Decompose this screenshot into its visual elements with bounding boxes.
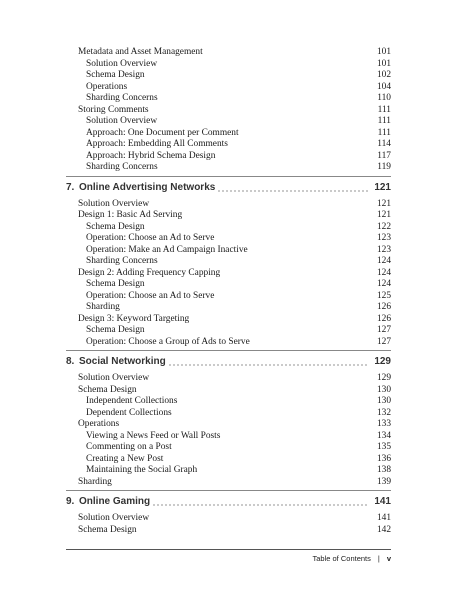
toc-chapter	[0, 495, 457, 509]
toc-entry	[0, 418, 457, 430]
entry-page-number: 124	[376, 267, 391, 278]
footer-separator: |	[377, 554, 380, 563]
entry-title: Approach: Embedding All Comments	[86, 139, 228, 149]
entry-title: Metadata and Asset Management	[78, 47, 203, 57]
toc-entry	[0, 512, 457, 524]
entry-title: Maintaining the Social Graph	[86, 465, 198, 475]
dot-leader	[217, 190, 369, 192]
toc-subentry	[0, 150, 457, 162]
entry-title: Commenting on a Post	[86, 442, 172, 452]
entry-title: Solution Overview	[78, 198, 150, 209]
entry-title: Approach: Hybrid Schema Design	[86, 150, 216, 161]
chapter-title: Online Gaming	[79, 496, 151, 507]
chapter-page-number: 141	[374, 496, 391, 507]
entry-page-number: 124	[376, 279, 391, 289]
entry-title: Schema Design	[78, 384, 137, 395]
dot-leader	[152, 504, 369, 506]
entry-title: Sharding Concerns	[86, 162, 158, 172]
chapter-title: Social Networking	[79, 356, 166, 367]
dot-leader	[168, 364, 369, 366]
toc-entry	[0, 198, 457, 210]
entry-title: Solution Overview	[78, 513, 150, 523]
entry-page-number: 122	[376, 221, 391, 232]
toc-entry	[0, 209, 457, 221]
toc-entry	[0, 104, 457, 116]
chapter-number: 8.	[66, 356, 75, 367]
entry-title: Sharding	[78, 476, 112, 487]
entry-page-number: 114	[377, 139, 391, 149]
toc-subentry	[0, 324, 457, 336]
toc-subentry	[0, 395, 457, 407]
entry-title: Storing Comments	[78, 104, 149, 115]
entry-title: Operation: Choose an Ad to Serve	[86, 290, 215, 301]
chapter-page-number: 129	[374, 356, 391, 367]
entry-page-number: 104	[376, 81, 391, 92]
entry-page-number: 129	[376, 373, 391, 383]
entry-title: Solution Overview	[86, 58, 158, 69]
footer-section-title: Table of Contents	[312, 554, 371, 563]
toc-entry	[0, 46, 457, 58]
entry-title: Viewing a News Feed or Wall Posts	[86, 430, 221, 441]
entry-page-number: 130	[376, 396, 391, 406]
toc-subentry	[0, 407, 457, 419]
entry-title: Design 2: Adding Frequency Capping	[78, 267, 221, 278]
entry-title: Solution Overview	[86, 116, 158, 126]
toc-subentry	[0, 441, 457, 453]
entry-title: Schema Design	[86, 70, 145, 80]
entry-title: Independent Collections	[86, 396, 178, 406]
entry-page-number: 101	[376, 58, 391, 69]
entry-page-number: 126	[376, 313, 391, 324]
entry-title: Operations	[78, 419, 120, 429]
chapter-page-number: 121	[374, 181, 391, 193]
entry-title: Sharding	[86, 302, 120, 312]
toc-subentry	[0, 138, 457, 150]
entry-title: Approach: One Document per Comment	[86, 127, 239, 138]
entry-title: Sharding Concerns	[86, 93, 158, 103]
footer-rule	[66, 549, 391, 550]
toc-subentry	[0, 161, 457, 173]
entry-page-number: 121	[376, 210, 391, 220]
toc-subentry	[0, 301, 457, 313]
entry-page-number: 101	[376, 47, 391, 57]
entry-title: Operation: Choose an Ad to Serve	[86, 233, 215, 243]
entry-title: Design 1: Basic Ad Serving	[78, 210, 183, 220]
chapter-separator-rule	[66, 176, 391, 177]
toc-entry	[0, 384, 457, 396]
toc-subentry	[0, 221, 457, 233]
toc-entry	[0, 524, 457, 536]
entry-page-number: 123	[376, 244, 391, 255]
toc-chapter	[0, 181, 457, 195]
toc-subentry	[0, 244, 457, 256]
toc-subentry	[0, 58, 457, 70]
toc-entry	[0, 372, 457, 384]
toc-subentry	[0, 115, 457, 127]
chapter-separator-rule	[66, 490, 391, 491]
toc-subentry	[0, 453, 457, 465]
chapter-title: Online Advertising Networks	[79, 181, 216, 193]
toc-subentry	[0, 232, 457, 244]
entry-title: Schema Design	[86, 325, 145, 335]
entry-page-number: 127	[376, 336, 391, 347]
entry-title: Dependent Collections	[86, 407, 172, 418]
entry-title: Schema Design	[78, 524, 137, 535]
entry-title: Creating a New Post	[86, 453, 164, 464]
toc-subentry	[0, 278, 457, 290]
entry-page-number: 134	[376, 430, 391, 441]
toc-subentry	[0, 255, 457, 267]
entry-page-number: 139	[376, 476, 391, 487]
entry-page-number: 133	[376, 419, 391, 429]
entry-page-number: 130	[376, 384, 391, 395]
entry-title: Operations	[86, 81, 128, 92]
entry-page-number: 124	[376, 256, 391, 266]
entry-page-number: 121	[376, 198, 391, 209]
page-footer	[313, 554, 392, 564]
entry-title: Operation: Make an Ad Campaign Inactive	[86, 244, 248, 255]
entry-title: Sharding Concerns	[86, 256, 158, 266]
entry-page-number: 119	[377, 162, 391, 172]
toc-chapter	[0, 355, 457, 369]
toc-subentry	[0, 336, 457, 348]
chapter-separator-rule	[66, 350, 391, 351]
entry-title: Operation: Choose a Group of Ads to Serve	[86, 336, 250, 347]
entry-title: Solution Overview	[78, 373, 150, 383]
entry-title: Schema Design	[86, 221, 145, 232]
toc-subentry	[0, 127, 457, 139]
toc-subentry	[0, 430, 457, 442]
entry-page-number: 123	[376, 233, 391, 243]
entry-page-number: 136	[376, 453, 391, 464]
entry-page-number: 138	[376, 465, 391, 475]
chapter-number: 9.	[66, 496, 75, 507]
entry-page-number: 142	[376, 524, 391, 535]
chapter-number: 7.	[66, 181, 75, 193]
entry-page-number: 125	[376, 290, 391, 301]
entry-page-number: 102	[376, 70, 391, 80]
entry-page-number: 126	[376, 302, 391, 312]
entry-page-number: 132	[376, 407, 391, 418]
toc-entry	[0, 476, 457, 488]
toc-subentry	[0, 464, 457, 476]
entry-title: Schema Design	[86, 279, 145, 289]
entry-page-number: 135	[376, 442, 391, 452]
toc-subentry	[0, 81, 457, 93]
entry-page-number: 127	[376, 325, 391, 335]
entry-page-number: 117	[377, 150, 391, 161]
toc-entry	[0, 267, 457, 279]
footer-page-number: v	[386, 554, 391, 563]
toc-entry	[0, 313, 457, 325]
entry-page-number: 141	[376, 513, 391, 523]
entry-page-number: 110	[377, 93, 391, 103]
entry-title: Design 3: Keyword Targeting	[78, 313, 190, 324]
toc-subentry	[0, 92, 457, 104]
entry-page-number: 111	[377, 116, 391, 126]
entry-page-number: 111	[377, 127, 391, 138]
toc-subentry	[0, 290, 457, 302]
toc-subentry	[0, 69, 457, 81]
entry-page-number: 111	[377, 104, 391, 115]
